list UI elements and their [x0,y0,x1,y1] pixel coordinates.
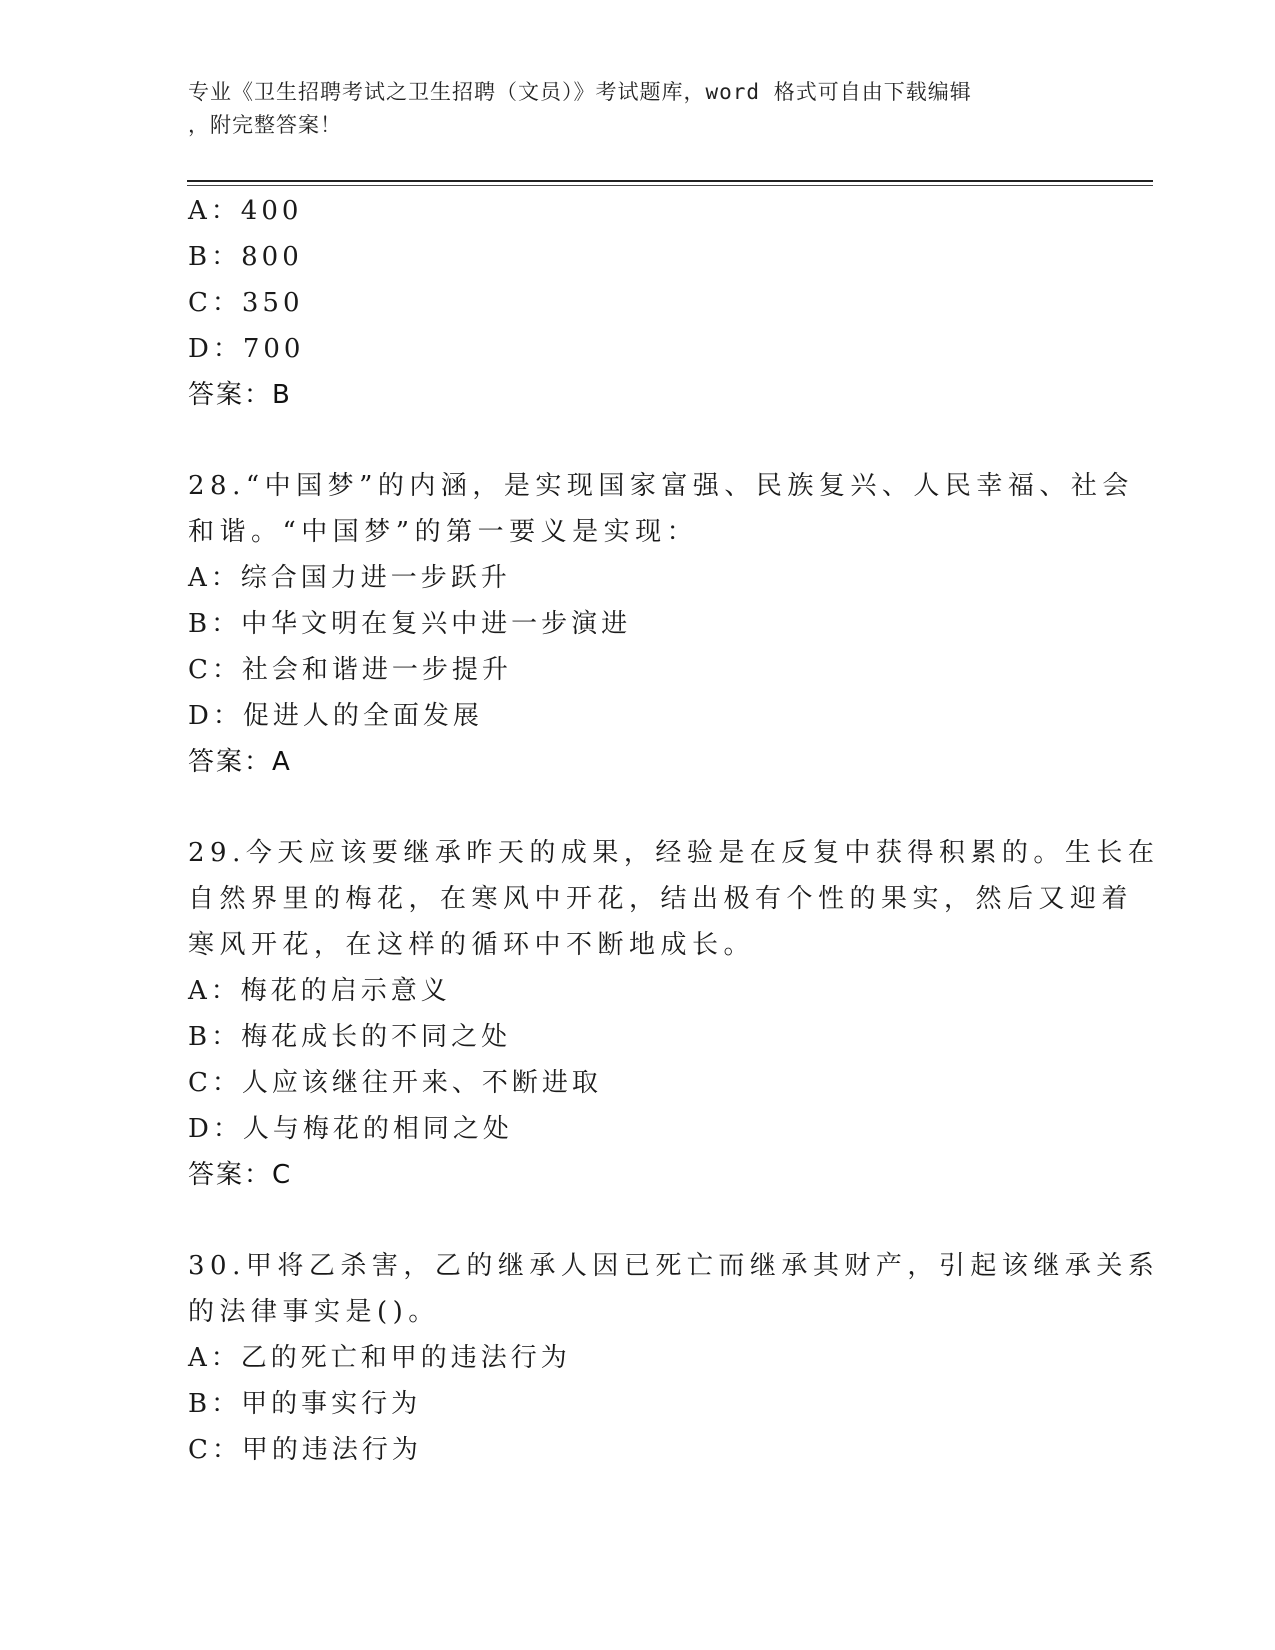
option-a: A：综合国力进一步跃升 [188,563,511,593]
question-stem-line: 自然界里的梅花，在寒风中开花，结出极有个性的果实，然后又迎着 [188,884,1134,914]
option-d: D：700 [188,334,305,364]
question-stem-line: 29.今天应该要继承昨天的成果，经验是在反复中获得积累的。生长在 [188,838,1160,868]
option-d: D：人与梅花的相同之处 [188,1114,513,1144]
answer-line: 答案：B [188,380,292,410]
question-gap [188,1198,1088,1243]
header-divider-thick [187,180,1153,182]
question-gap [188,785,1088,830]
question-gap [188,418,1088,463]
option-c: C：350 [188,288,304,318]
option-a: A：400 [188,196,303,226]
header-line-2: ，附完整答案！ [188,113,342,137]
document-header [188,76,1068,142]
question-stem-line: 和谐。“中国梦”的第一要义是实现： [188,517,699,547]
option-c: C：人应该继往开来、不断进取 [188,1068,602,1098]
question-29-block [188,830,1160,1198]
option-c: C：甲的违法行为 [188,1435,422,1465]
answer-line: 答案：C [188,1160,293,1190]
question-stem-line: 28.“中国梦”的内涵，是实现国家富强、民族复兴、人民幸福、社会 [188,471,1134,501]
answer-line: 答案：A [188,747,292,777]
option-b: B：中华文明在复兴中进一步演进 [188,609,632,639]
header-line-1: 专业《卫生招聘考试之卫生招聘（文员）》考试题库，word 格式可自由下载编辑 [188,80,972,104]
option-b: B：甲的事实行为 [188,1389,422,1419]
question-27-block [188,188,1088,418]
question-stem-line: 寒风开花，在这样的循环中不断地成长。 [188,930,756,960]
question-stem-line: 的法律事实是()。 [188,1297,440,1327]
question-28-block [188,463,1134,785]
option-b: B：800 [188,242,303,272]
option-b: B：梅花成长的不同之处 [188,1022,512,1052]
question-list [188,188,1160,1473]
question-stem-line: 30.甲将乙杀害，乙的继承人因已死亡而继承其财产，引起该继承关系 [188,1251,1160,1281]
option-a: A：梅花的启示意义 [188,976,451,1006]
option-d: D：促进人的全面发展 [188,701,483,731]
option-c: C：社会和谐进一步提升 [188,655,512,685]
question-30-block [188,1243,1160,1473]
header-divider-thin [187,185,1153,186]
option-a: A：乙的死亡和甲的违法行为 [188,1343,571,1373]
